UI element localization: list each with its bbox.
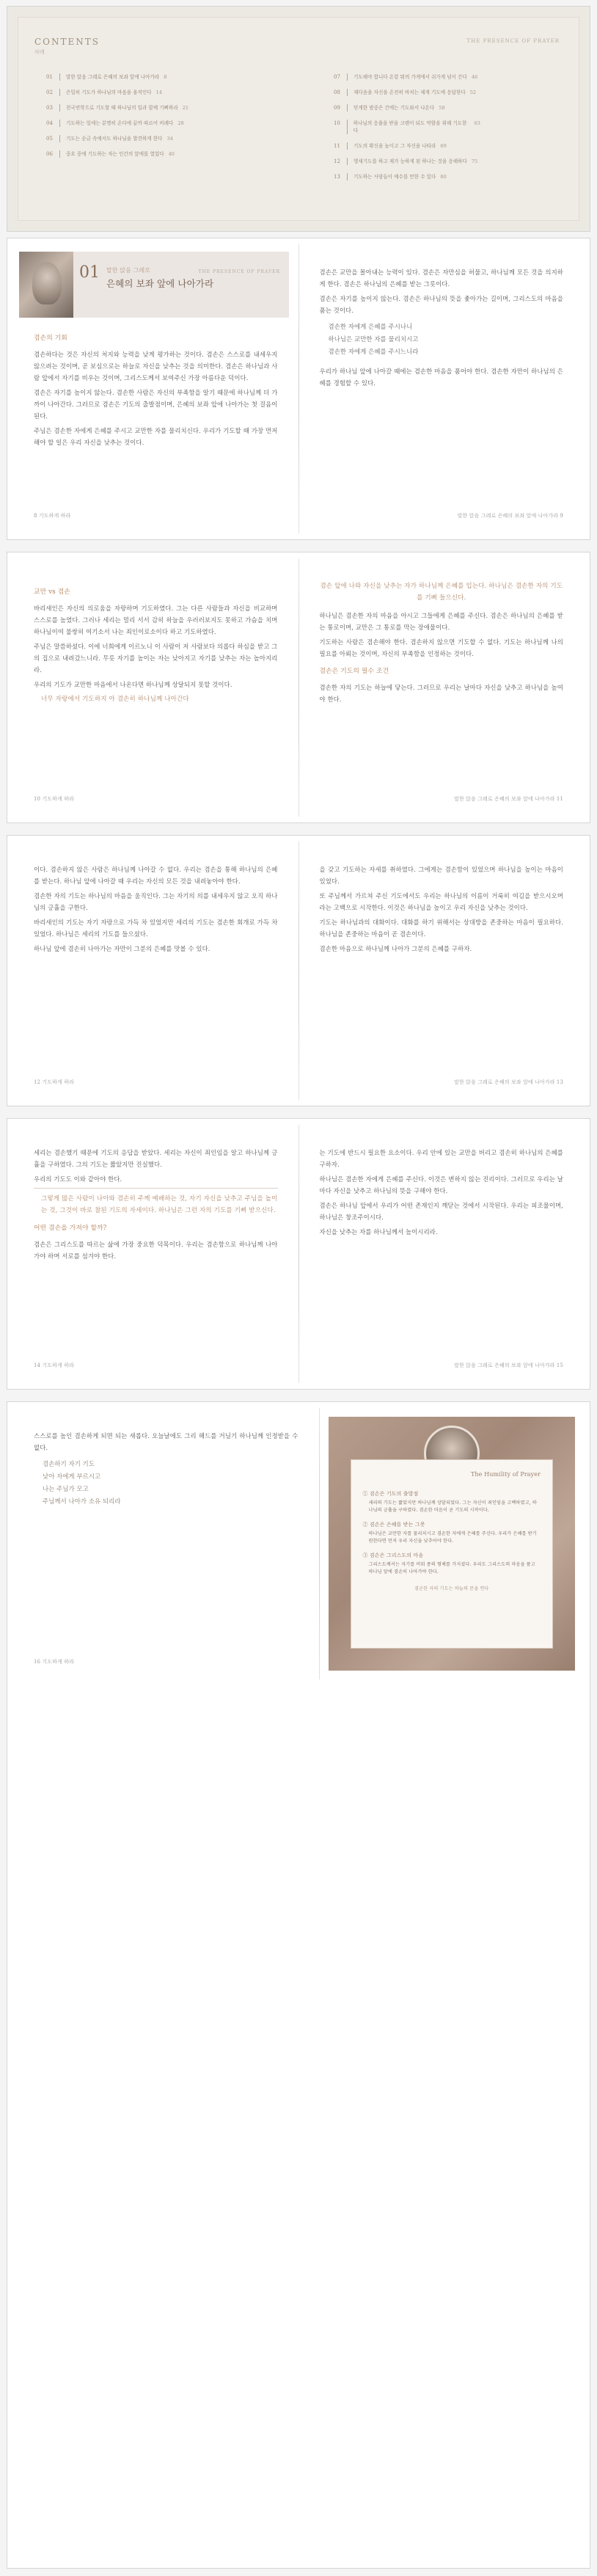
- toc-entry-number: 13: [334, 174, 340, 180]
- body-paragraph: 하나님은 겸손한 자의 마음을 아시고 그들에게 은혜를 주신다. 겸손은 하나님의 은혜를 받는 통로이며, 교만은 그 통로를 막는 장애물이다.: [319, 612, 563, 631]
- left-page: [13, 244, 298, 533]
- body-paragraph: 는 기도에 반드시 필요한 요소이다. 우리 안에 있는 교만을 버리고 겸손히 하나님의 은혜를 구하자.: [319, 1149, 563, 1168]
- toc-divider: [59, 89, 62, 96]
- chapter-banner: [19, 252, 289, 318]
- toc-entry-number: 06: [46, 151, 53, 157]
- body-paragraph: 바리새인의 기도는 자기 자랑으로 가득 차 있었지만 세리의 기도는 겸손한 회개로 가득 차 있었다. 하나님은 세리의 기도를 들으셨다.: [34, 919, 278, 938]
- page-folio: 14 기도하게 하라: [34, 1362, 74, 1368]
- toc-entry-title: 하나님의 응출을 받을 크렌이 되도 약함을 위해 기도한다: [353, 120, 467, 134]
- toc-entry-number: 01: [46, 74, 53, 80]
- toc-entry[interactable]: [46, 104, 193, 112]
- section-heading: 겸손은 기도의 필수 조건: [319, 668, 389, 675]
- toc-left-column: [46, 73, 193, 166]
- page-folio: 말한 앉음 그레로 은혜의 보좌 앞에 나아가라 15: [454, 1362, 563, 1368]
- summary-point-body: 그리스도께서는 자기를 비워 종의 형체를 가지셨다. 우리도 그리스도의 마음을 품고 하나님 앞에 겸손히 나아가야 한다.: [368, 1562, 535, 1575]
- summary-title: The Humility of Prayer: [470, 1471, 541, 1478]
- toc-entry[interactable]: [334, 158, 480, 165]
- toc-right-column: [334, 73, 480, 189]
- toc-divider: [59, 104, 62, 112]
- chapter-heading: [73, 252, 221, 318]
- toc-entry[interactable]: [334, 120, 480, 134]
- toc-entry-page: 21: [182, 105, 189, 111]
- toc-entry[interactable]: [334, 73, 480, 81]
- chapter-image: [19, 252, 73, 318]
- contents-title: CONTENTS: [34, 37, 100, 47]
- left-page: [13, 842, 298, 1100]
- body-paragraph: 기도는 하나님과의 대화이다. 대화를 하기 위해서는 상대방을 존중하는 마음이 필요하다. 하나님을 존중하는 마음이 곧 겸손이다.: [319, 919, 563, 938]
- body-paragraph: 겸손한 자의 기도는 하나님의 마음을 움직인다. 그는 자기의 의를 내세우지 않고 오직 하나님의 긍휼을 구한다.: [34, 892, 278, 911]
- right-page: [320, 1408, 585, 1679]
- toc-entry-title: 기도하는 사람들이 예수를 만한 수 있다: [354, 174, 436, 180]
- contents-page: [7, 6, 590, 232]
- toc-entry-title: 중요 중에 기도하는 자는 인간의 앞에를 열었다: [66, 151, 164, 157]
- body-paragraph: 겸손은 자기를 높이지 않는다. 겸손은 하나님의 뜻을 좇아가는 길이며, 그리스도의 마음을 품는 것이다.: [319, 295, 563, 314]
- left-page: [13, 1408, 319, 1679]
- toc-entry-title: 기도해야 합니다 온칼 뭐의 가게에서 쉬가게 넘이 간다: [354, 74, 467, 80]
- summary-point-body: 하나님은 교만한 자를 물리치시고 겸손한 자에게 은혜를 주신다. 우리가 은혜를 받기 원한다면 먼저 우리 자신을 낮추어야 한다.: [368, 1531, 537, 1544]
- body-paragraph: 우리의 기도도 이와 같아야 한다.: [34, 1175, 122, 1183]
- page-folio: 8 기도하게 하라: [34, 513, 71, 519]
- spread-4: [7, 1118, 590, 1390]
- toc-divider: [59, 120, 62, 127]
- body-paragraph: 또 주님께서 가르쳐 주신 기도에서도 우리는 하나님의 이름이 거룩히 여김을 받으시오며 라는 고백으로 시작한다. 이것은 하나님을 높이고 우리 자신을 낮추는 것이다.: [319, 892, 563, 911]
- toc-entry-page: 40: [168, 151, 175, 157]
- chapter-number: 01: [79, 263, 100, 282]
- body-paragraph: 이다. 겸손하지 않은 사람은 하나님께 나아갈 수 없다. 우리는 겸손을 통해 하나님의 은혜를 받는다. 하나님 앞에 나아갈 때 우리는 자신의 모든 것을 내려놓아야 한다.: [34, 866, 278, 885]
- summary-point-heading: ② 겸손은 은혜를 받는 그릇: [362, 1522, 425, 1528]
- page-folio: 16 기도하게 하라: [34, 1659, 74, 1665]
- toc-entry[interactable]: [334, 142, 480, 150]
- toc-entry-number: 10: [334, 120, 340, 126]
- toc-divider: [59, 150, 62, 158]
- pull-quote: 너무 자랑에서 기도하지 아 겸손히 하나님께 나아간다: [41, 696, 189, 703]
- toc-entry-title: 은밀히 기도가 하나님의 마음을 움직인다: [66, 90, 152, 95]
- toc-entry-page: 14: [155, 90, 163, 95]
- page-folio: 10 기도하게 하라: [34, 796, 74, 802]
- left-page: [13, 558, 298, 817]
- body-paragraph: 우리의 기도가 교만한 마음에서 나온다면 하나님께 상달되지 못할 것이다.: [34, 681, 232, 688]
- toc-divider: [347, 120, 349, 134]
- toc-entry-number: 11: [334, 143, 340, 149]
- body-paragraph: 기도하는 사람은 겸손해야 한다. 겸손하지 않으면 기도할 수 없다. 기도는 하나님께 나의 필요를 아뢰는 것이며, 자신의 부족함을 인정하는 것이다.: [319, 638, 563, 657]
- body-paragraph: 바리새인은 자신의 의로움을 자랑하며 기도하였다. 그는 다른 사람들과 자신을 비교하며 스스로를 높였다. 그러나 세리는 멀리 서서 감히 하늘을 우러러보지도 못하고 가슴을 치며 하나님이여 불쌍히 여기소서 나는 죄인이로소이다 하고 기도하였다.: [34, 605, 278, 635]
- scripture-verse: 겸손한 자에게 은혜를 주시나니 하나님은 교만한 자를 물리치시고 겸손한 자에게 은혜를 주시느니라: [328, 323, 419, 355]
- pull-quote: 겸손 앞에 나와 자신을 낮추는 자가 하나님께 은혜를 입는다. 하나님은 겸손한 자의 기도를 기뻐 들으신다.: [320, 583, 563, 602]
- toc-entry[interactable]: [334, 89, 480, 96]
- spread-2: [7, 552, 590, 823]
- summary-box: [351, 1459, 554, 1649]
- scripture-verse: 겸손하기 자기 기도 낮아 자에게 부르시고 나는 주님가 모고 주님께서 나아가 소유 되리라: [43, 1460, 121, 1505]
- toc-entry-page: 8: [164, 74, 167, 80]
- toc-entry[interactable]: [46, 73, 193, 81]
- body-paragraph: 우리가 하나님 앞에 나아갈 때에는 겸손한 마음을 품어야 한다. 겸손한 자만이 하나님의 은혜를 경험할 수 있다.: [319, 368, 563, 387]
- summary-point-body: 세리의 기도는 짧았지만 하나님께 상달되었다. 그는 자신이 죄인임을 고백하였고, 하나님의 긍휼을 구하였다. 겸손한 마음이 곧 기도의 시작이다.: [368, 1500, 537, 1513]
- toc-entry-title: 말한 앉음 그레로 은혜의 보좌 앞에 나아가라: [66, 74, 160, 80]
- toc-entry-number: 12: [334, 158, 340, 164]
- toc-divider: [347, 173, 349, 180]
- toc-divider: [347, 158, 349, 165]
- section-heading: 겸손의 기회: [34, 335, 67, 342]
- toc-entry-page: 46: [471, 74, 478, 80]
- toc-divider: [347, 104, 349, 112]
- body-paragraph: 주님은 말씀하셨다. 이에 너희에게 이르노니 이 사람이 저 사람보다 의롭다 하심을 받고 그의 집으로 내려갔느니라. 무릇 자기를 높이는 자는 낮아지고 자기를 낮추는 자는 높아지리라.: [34, 643, 278, 674]
- section-heading: 어떤 겸손을 가져야 할까?: [34, 1225, 107, 1232]
- chapter-title: 은혜의 보좌 앞에 나아가라: [106, 278, 214, 289]
- toc-entry-title: 믿게한 밤중은 간에는 기도와서 나온다: [354, 105, 435, 111]
- toc-entry-number: 04: [46, 120, 53, 126]
- page-folio: 말한 앉음 그레로 은혜의 보좌 앞에 나아가라 11: [454, 796, 563, 802]
- contents-subtitle: 차례: [34, 49, 45, 55]
- summary-point-heading: ③ 겸손은 그리스도의 마음: [362, 1552, 424, 1558]
- body-paragraph: 자신을 낮추는 자를 하나님께서 높이시리라.: [319, 1228, 438, 1236]
- toc-entry-title: 기도는 순금 속에서도 하나님을 발견하게 한다: [66, 136, 163, 142]
- toc-entry-page: 69: [440, 143, 447, 149]
- toc-entry-page: 34: [166, 136, 173, 142]
- toc-entry[interactable]: [334, 104, 480, 112]
- toc-entry[interactable]: [46, 120, 193, 127]
- page-folio: 12 기도하게 하라: [34, 1079, 74, 1085]
- toc-entry-number: 09: [334, 105, 340, 111]
- spread-5: [7, 1401, 590, 2569]
- spread-3: [7, 835, 590, 1106]
- right-page: [299, 558, 585, 817]
- right-page: [299, 1125, 585, 1383]
- divider: [34, 1188, 278, 1189]
- toc-entry-page: 75: [471, 158, 478, 164]
- toc-entry-title: 영새기도를 하고 재가 능하게 된 하나는 것을 응해하다: [354, 158, 467, 164]
- body-paragraph: 하나님 앞에 겸손히 나아가는 자만이 그분의 은혜를 맛볼 수 있다.: [34, 945, 210, 952]
- body-paragraph: 겸손은 자기를 높이지 않는다. 겸손한 사람은 자신의 부족함을 알기 때문에 하나님께 더 가까이 나아간다. 그러므로 겸손은 기도의 출발점이며, 은혜의 보좌 앞에 나아가는 첫 걸음이 된다.: [34, 389, 278, 420]
- section-heading: 교만 vs 겸손: [34, 588, 70, 596]
- body-paragraph: 겸손은 교만을 몰아내는 능력이 있다. 겸손은 자만심을 허물고, 하나님께 모든 것을 의지하게 한다. 겸손은 하나님의 은혜를 받는 그릇이다.: [319, 269, 563, 288]
- toc-entry-title: 재다음을 자신을 온전히 바치는 제게 기도에 응답한다: [354, 90, 466, 95]
- page-folio: 말한 앉음 그레로 은혜의 보좌 앞에 나아가라 9: [457, 513, 563, 519]
- toc-entry-number: 03: [46, 105, 53, 111]
- toc-entry-page: 52: [469, 90, 477, 95]
- pull-quote: 그렇게 많은 사람이 나아와 겸손히 주께 예배하는 것, 자기 자신을 낮추고 주님을 높이는 것, 그것이 바로 참된 기도의 자세이다. 하나님은 그런 자의 기도를 기뻐 받으신다.: [41, 1195, 278, 1214]
- toc-entry-page: 80: [440, 174, 447, 180]
- contents-panel: [18, 17, 579, 221]
- toc-entry-number: 02: [46, 90, 53, 95]
- body-paragraph: 겸손은 하나님 앞에서 우리가 어떤 존재인지 깨닫는 것에서 시작된다. 우리는 피조물이며, 하나님은 창조주이시다.: [319, 1202, 563, 1221]
- toc-divider: [347, 73, 349, 81]
- toc-entry-page: 28: [177, 120, 184, 126]
- page-folio: 말한 앉음 그레로 은혜의 보좌 앞에 나아가라 13: [454, 1079, 563, 1085]
- toc-entry-number: 08: [334, 90, 340, 95]
- toc-divider: [347, 142, 349, 150]
- toc-entry-title: 천국연학으로 기도할 때 하나님의 일과 함께 기뻐하라: [66, 105, 178, 111]
- chapter-kicker: 말한 앉음 그레로: [106, 267, 151, 274]
- body-paragraph: 주님은 겸손한 자에게 은혜를 주시고 교만한 자를 물리치신다. 우리가 기도할 때 가장 먼저 해야 할 일은 우리 자신을 낮추는 것이다.: [34, 427, 278, 446]
- toc-entry-page: 63: [474, 120, 480, 126]
- toc-entry-page: 58: [439, 105, 445, 111]
- right-page: [299, 842, 585, 1100]
- toc-entry[interactable]: [46, 89, 193, 96]
- left-page: [13, 1125, 298, 1383]
- toc-entry-number: 07: [334, 74, 340, 80]
- body-paragraph: 하나님은 겸손한 자에게 은혜를 주신다. 이것은 변하지 않는 진리이다. 그러므로 우리는 날마다 자신을 낮추고 하나님의 뜻을 구해야 한다.: [319, 1175, 563, 1194]
- toc-entry[interactable]: [46, 150, 193, 158]
- body-paragraph: 을 갖고 기도하는 자세를 취하였다. 그에게는 겸손함이 있었으며 하나님을 높이는 마음이 있었다.: [319, 866, 563, 885]
- chapter-series-title: THE PRESENCE OF PRAYER: [198, 269, 280, 274]
- toc-entry[interactable]: [334, 173, 480, 180]
- body-paragraph: 겸손한 마음으로 하나님께 나아가 그분의 은혜를 구하자.: [319, 945, 472, 952]
- toc-entry-title: 기도의 확신을 높이고 그 자신을 나타라: [354, 143, 436, 149]
- summary-point-heading: ① 겸손은 기도의 출발점: [362, 1491, 419, 1497]
- body-paragraph: 세리는 겸손했기 때문에 기도의 응답을 받았다. 세리는 자신이 죄인임을 알고 하나님께 긍휼을 구하였다. 그의 기도는 짧았지만 진실했다.: [34, 1149, 278, 1168]
- body-paragraph: 겸손한 자의 기도는 하늘에 닿는다. 그러므로 우리는 날마다 자신을 낮추고 하나님을 높여야 한다.: [319, 684, 563, 703]
- toc-divider: [59, 73, 62, 81]
- toc-entry-title: 기도하는 일에는 분명히 온다에 끝까 따르어 비례다: [66, 120, 174, 126]
- portrait-illustration: [32, 262, 62, 304]
- toc-entry[interactable]: [46, 135, 193, 142]
- toc-divider: [59, 135, 62, 142]
- summary-footnote: 겸손한 자의 기도는 하늘의 문을 연다: [414, 1586, 489, 1591]
- body-paragraph: 겸손하다는 것은 자신의 처지와 능력을 낮게 평가하는 것이다. 겸손은 스스로를 내세우지 않으려는 것이며, 곧 보심으로는 하늘로 자신을 낮추는 것을 의미한다. 겸손은 하나님과 사람 앞에서 자기를 비우는 것이며, 그리스도께서 보여주신 가장 아름다운 덕이다.: [34, 351, 278, 382]
- chapter-opener-spread: [7, 238, 590, 540]
- book-title: THE PRESENCE OF PRAYER: [466, 38, 560, 44]
- body-paragraph: 겸손은 그리스도를 따르는 삶에 가장 중요한 덕목이다. 우리는 겸손함으로 하나님께 나아가야 하며 서로를 섬겨야 한다.: [34, 1241, 278, 1260]
- toc-divider: [347, 89, 349, 96]
- right-page: [299, 244, 585, 533]
- body-paragraph: 스스로를 높인 겸손하게 되면 되는 새롭다. 오늘날에도 그리 해드를 거닐기 하나님께 인정받을 수 없다.: [34, 1432, 298, 1451]
- toc-entry-number: 05: [46, 136, 53, 142]
- decorative-frame: [329, 1417, 576, 1671]
